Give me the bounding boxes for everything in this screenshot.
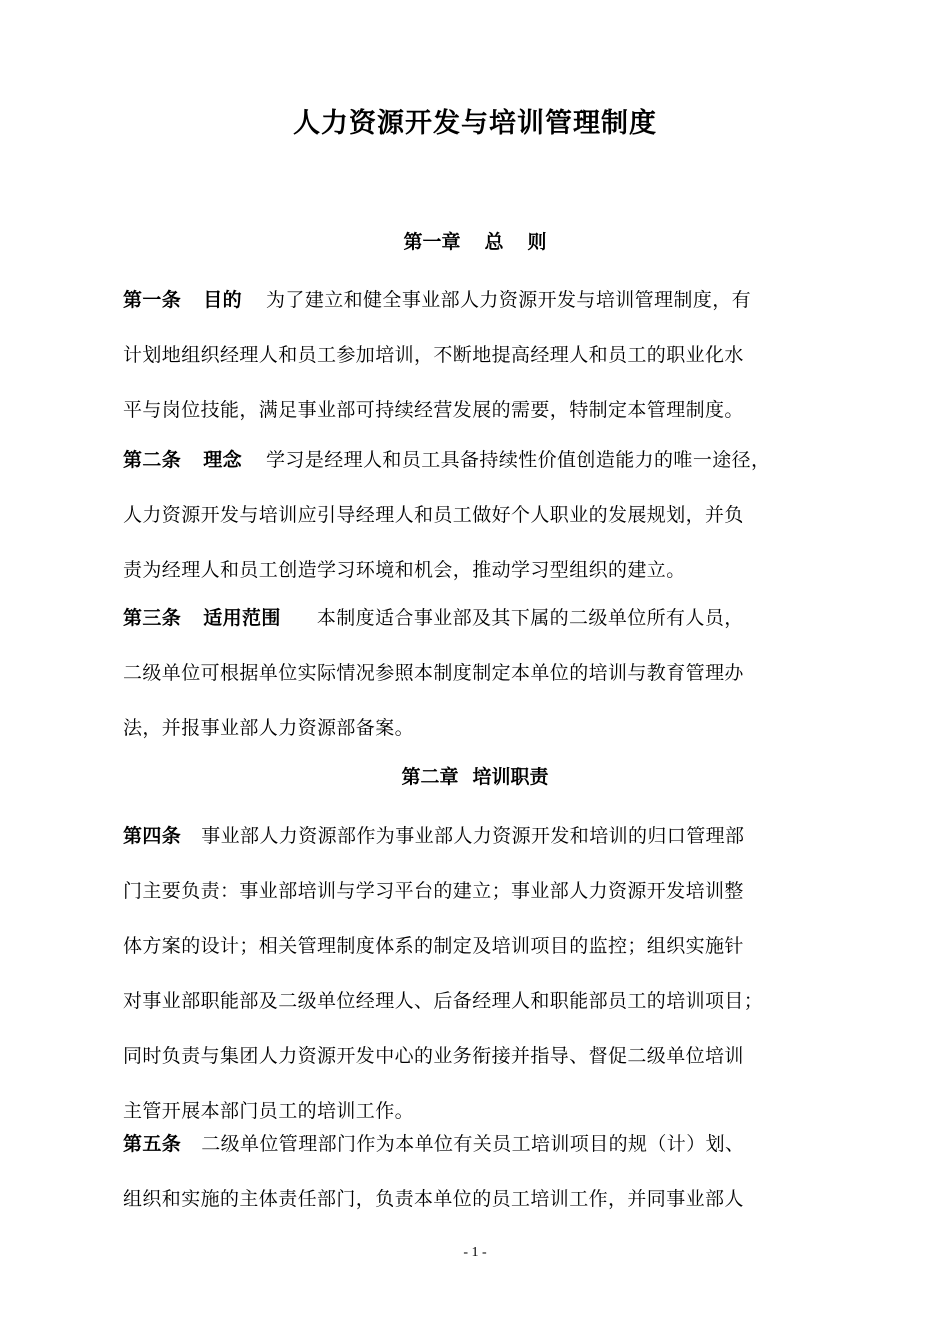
article-3-line-3: 法，并报事业部人力资源部备案。	[123, 717, 415, 739]
article-4-line-1	[123, 809, 848, 864]
article-4-line-4: 对事业部职能部及二级单位经理人、后备经理人和职能部员工的培训项目；	[123, 990, 764, 1012]
article-4-number: 第四条	[123, 825, 182, 847]
article-4-line-2: 门主要负责：事业部培训与学习平台的建立；事业部人力资源开发培训整	[123, 880, 744, 902]
article-2	[123, 433, 848, 598]
article-2-line-2: 人力资源开发与培训应引导经理人和员工做好个人职业的发展规划，并负	[123, 504, 744, 526]
article-3-line-2: 二级单位可根据单位实际情况参照本制度制定本单位的培训与教育管理办	[123, 662, 744, 684]
chapter-2-label: 第二章	[401, 766, 459, 788]
article-1-line-2: 计划地组织经理人和员工参加培训，不断地提高经理人和员工的职业化水	[123, 344, 744, 366]
article-5-number: 第五条	[123, 1133, 182, 1155]
chapter-1-heading	[0, 228, 950, 256]
article-5-line-2: 组织和实施的主体责任部门，负责本单位的员工培训工作，并同事业部人	[123, 1188, 744, 1210]
article-3-line-1	[123, 591, 848, 646]
article-5-line-1	[123, 1117, 848, 1172]
article-5-text-1: 二级单位管理部门作为本单位有关员工培训项目的规（计）划、	[201, 1133, 745, 1155]
article-2-text-1: 学习是经理人和员工具备持续性价值创造能力的唯一途径，	[266, 449, 771, 471]
article-5	[123, 1117, 848, 1227]
article-1	[123, 273, 848, 438]
chapter-2-heading	[0, 763, 950, 791]
article-2-line-1	[123, 433, 848, 488]
article-1-line-3: 平与岗位技能，满足事业部可持续经营发展的需要，特制定本管理制度。	[123, 399, 744, 421]
article-3	[123, 591, 848, 756]
article-2-number: 第二条	[123, 449, 182, 471]
article-1-line-1	[123, 273, 848, 328]
article-1-number: 第一条	[123, 289, 182, 311]
article-3-text-1: 本制度适合事业部及其下属的二级单位所有人员，	[316, 607, 744, 629]
chapter-1-label: 第一章	[403, 231, 461, 253]
article-4-line-3: 体方案的设计；相关管理制度体系的制定及培训项目的监控；组织实施针	[123, 935, 744, 957]
article-1-topic: 目的	[203, 289, 243, 311]
article-4-line-5: 同时负责与集团人力资源开发中心的业务衔接并指导、督促二级单位培训	[123, 1045, 744, 1067]
article-4	[123, 809, 848, 1139]
document-title: 人力资源开发与培训管理制度	[293, 108, 657, 139]
chapter-1-name: 总	[484, 231, 504, 253]
chapter-2-name: 培训职责	[472, 766, 549, 788]
article-2-line-3: 责为经理人和员工创造学习环境和机会，推动学习型组织的建立。	[123, 559, 686, 581]
article-3-topic: 适用范围	[203, 607, 281, 629]
chapter-1-name2: 则	[527, 231, 547, 253]
page-number: - 1 -	[463, 1245, 487, 1260]
article-1-text-1: 为了建立和健全事业部人力资源开发与培训管理制度，有	[266, 289, 752, 311]
article-3-number: 第三条	[123, 607, 182, 629]
article-2-topic: 理念	[203, 449, 243, 471]
article-4-text-1: 事业部人力资源部作为事业部人力资源开发和培训的归口管理部	[201, 825, 745, 847]
article-4-line-6: 主管开展本部门员工的培训工作。	[123, 1100, 415, 1122]
